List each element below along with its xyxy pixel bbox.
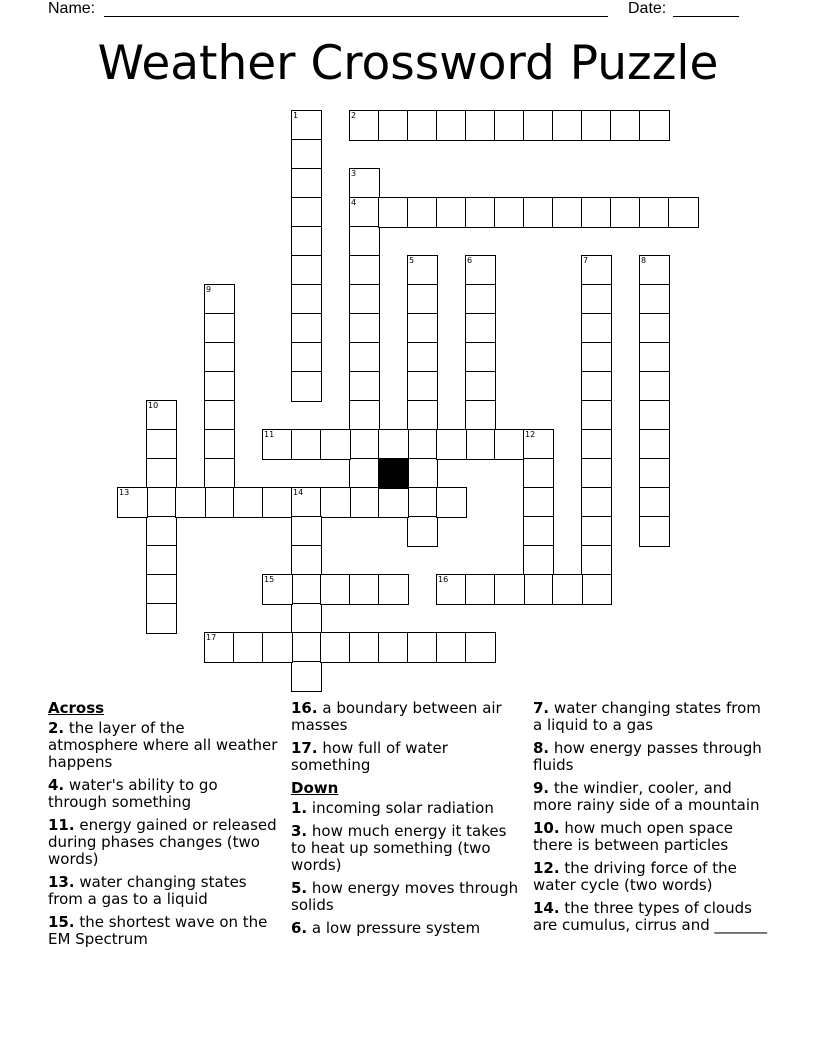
grid-cell[interactable] [146, 487, 177, 518]
grid-cell[interactable] [465, 400, 496, 431]
grid-cell[interactable] [523, 458, 554, 489]
clue-item [533, 820, 773, 854]
clue-item-number: 13. [48, 873, 75, 891]
grid-cell[interactable] [668, 197, 699, 228]
grid-cell[interactable] [291, 313, 322, 344]
grid-cell[interactable] [262, 429, 293, 460]
grid-cell[interactable] [523, 487, 554, 518]
clue-item-text: water changing states from a gas to a liquid [48, 873, 247, 908]
grid-cell[interactable] [407, 371, 438, 402]
clue-item-text: how energy passes through fluids [533, 739, 762, 774]
page-title: Weather Crossword Puzzle [97, 36, 719, 91]
grid-cell[interactable] [523, 545, 554, 576]
grid-cell[interactable] [523, 516, 554, 547]
clue-item-text: the three types of clouds are cumulus, cirrus and _______ [533, 899, 767, 934]
grid-cell[interactable] [639, 371, 670, 402]
grid-cell[interactable] [204, 284, 235, 315]
grid-cell[interactable] [291, 516, 322, 547]
clue-item-number: 3. [291, 822, 308, 840]
grid-cell[interactable] [639, 255, 670, 286]
clue-item [533, 780, 773, 814]
clue-item-text: the layer of the atmosphere where all weather happens [48, 719, 278, 771]
grid-cell[interactable] [204, 487, 235, 518]
grid-cell[interactable] [146, 603, 177, 634]
grid-cell[interactable] [639, 516, 670, 547]
clue-number: 10 [148, 401, 159, 410]
clue-number: 2 [351, 111, 357, 120]
grid-cell[interactable] [204, 458, 235, 489]
clue-column-1 [48, 700, 278, 954]
clue-item-number: 6. [291, 919, 308, 937]
grid-cell[interactable] [610, 197, 641, 228]
grid-cell[interactable] [407, 342, 438, 373]
clue-number: 6 [467, 256, 473, 265]
grid-cell[interactable] [465, 429, 496, 460]
clue-item [48, 777, 278, 811]
grid-cell[interactable] [407, 632, 438, 663]
grid-cell[interactable] [465, 342, 496, 373]
grid-cell[interactable] [639, 313, 670, 344]
clue-number: 11 [264, 430, 275, 439]
clue-item [48, 874, 278, 908]
grid-cell[interactable] [581, 545, 612, 576]
grid-cell[interactable] [407, 516, 438, 547]
grid-cell[interactable] [291, 429, 322, 460]
clue-item [291, 700, 521, 734]
clue-number: 8 [641, 256, 647, 265]
grid-cell[interactable] [262, 574, 293, 605]
grid-cell[interactable] [465, 284, 496, 315]
clue-number: 14 [293, 488, 304, 497]
clue-number: 3 [351, 169, 357, 178]
grid-cell[interactable] [233, 632, 264, 663]
grid-cell[interactable] [436, 110, 467, 141]
clue-item-number: 12. [533, 859, 560, 877]
grid-cell[interactable] [465, 110, 496, 141]
grid-cell[interactable] [581, 574, 612, 605]
clue-item-number: 11. [48, 816, 75, 834]
grid-cell[interactable] [117, 487, 148, 518]
grid-cell[interactable] [581, 197, 612, 228]
grid-cell[interactable] [407, 400, 438, 431]
grid-cell[interactable] [407, 284, 438, 315]
grid-cell[interactable] [436, 487, 467, 518]
clue-item-text: the windier, cooler, and more rainy side of a mountain [533, 779, 760, 814]
clue-item [291, 823, 521, 874]
grid-cell[interactable] [349, 487, 380, 518]
grid-cell[interactable] [291, 371, 322, 402]
clue-number: 5 [409, 256, 415, 265]
grid-cell[interactable] [552, 574, 583, 605]
grid-cell[interactable] [349, 632, 380, 663]
grid-cell[interactable] [552, 197, 583, 228]
grid-cell[interactable] [639, 458, 670, 489]
clue-item [291, 800, 521, 817]
grid-cell[interactable] [233, 487, 264, 518]
grid-cell[interactable] [639, 197, 670, 228]
grid-cell[interactable] [320, 429, 351, 460]
grid-cell[interactable] [349, 400, 380, 431]
clue-item-number: 17. [291, 739, 318, 757]
grid-cell[interactable] [262, 487, 293, 518]
grid-cell[interactable] [204, 313, 235, 344]
grid-cell[interactable] [204, 429, 235, 460]
clue-item-number: 8. [533, 739, 550, 757]
clue-item [291, 920, 521, 937]
grid-cell[interactable] [581, 284, 612, 315]
grid-cell[interactable] [610, 110, 641, 141]
clue-number: 16 [438, 575, 449, 584]
grid-cell[interactable] [581, 255, 612, 286]
grid-cell[interactable] [407, 255, 438, 286]
clue-item-text: water's ability to go through something [48, 776, 218, 811]
grid-cell[interactable] [349, 110, 380, 141]
clue-number: 7 [583, 256, 589, 265]
clue-item-number: 10. [533, 819, 560, 837]
grid-cell[interactable] [349, 458, 380, 489]
clue-column-2 [291, 700, 521, 943]
grid-cell[interactable] [175, 487, 206, 518]
clue-item-text: water changing states from a liquid to a gas [533, 699, 761, 734]
clue-item [533, 700, 773, 734]
grid-cell[interactable] [465, 371, 496, 402]
grid-cell[interactable] [581, 400, 612, 431]
grid-cell[interactable] [552, 110, 583, 141]
grid-cell[interactable] [291, 603, 322, 634]
grid-cell[interactable] [349, 574, 380, 605]
clue-item-text: the shortest wave on the EM Spectrum [48, 913, 268, 948]
clue-item-text: a low pressure system [311, 919, 481, 937]
grid-cell[interactable] [639, 342, 670, 373]
grid-cell[interactable] [581, 110, 612, 141]
grid-cell[interactable] [146, 400, 177, 431]
grid-cell[interactable] [378, 110, 409, 141]
clue-item [533, 740, 773, 774]
grid-cell[interactable] [204, 342, 235, 373]
clue-item-text: how full of water something [291, 739, 448, 774]
grid-cell[interactable] [581, 516, 612, 547]
grid-cell[interactable] [349, 429, 380, 460]
clue-item-text: how much open space there is between particles [533, 819, 733, 854]
grid-cell[interactable] [146, 458, 177, 489]
name-label: Name: [48, 0, 96, 17]
grid-cell[interactable] [291, 284, 322, 315]
clue-number: 17 [206, 633, 217, 642]
clue-item-number: 7. [533, 699, 550, 717]
clue-item-number: 1. [291, 799, 308, 817]
clue-item-text: how energy moves through solids [291, 879, 519, 914]
grid-cell[interactable] [146, 545, 177, 576]
grid-cell[interactable] [291, 226, 322, 257]
clue-item-number: 5. [291, 879, 308, 897]
grid-cell[interactable] [639, 110, 670, 141]
clue-number: 1 [293, 111, 299, 120]
grid-cell[interactable] [349, 313, 380, 344]
grid-cell[interactable] [523, 197, 554, 228]
grid-cell[interactable] [465, 574, 496, 605]
grid-cell[interactable] [349, 284, 380, 315]
grid-cell[interactable] [291, 110, 322, 141]
grid-cell[interactable] [581, 313, 612, 344]
grid-cell[interactable] [291, 342, 322, 373]
clue-item-text: energy gained or released during phases changes (two words) [48, 816, 277, 868]
grid-cell[interactable] [494, 197, 525, 228]
grid-cell[interactable] [465, 632, 496, 663]
clue-number: 15 [264, 575, 275, 584]
clue-number: 4 [351, 198, 357, 207]
grid-cell[interactable] [349, 197, 380, 228]
grid-cell[interactable] [378, 429, 409, 460]
grid-cell[interactable] [639, 487, 670, 518]
grid-cell[interactable] [407, 110, 438, 141]
grid-cell[interactable] [639, 284, 670, 315]
grid-cell[interactable] [436, 632, 467, 663]
grid-cell[interactable] [407, 313, 438, 344]
grid-cell[interactable] [436, 574, 467, 605]
clue-heading: Down [291, 779, 339, 797]
grid-cell[interactable] [320, 632, 351, 663]
grid-cell[interactable] [349, 226, 380, 257]
grid-cell[interactable] [581, 487, 612, 518]
clue-item-text: how much energy it takes to heat up something (two words) [291, 822, 507, 874]
clue-item-number: 15. [48, 913, 75, 931]
grid-cell[interactable] [436, 197, 467, 228]
grid-cell[interactable] [407, 458, 438, 489]
grid-cell[interactable] [204, 371, 235, 402]
grid-cell[interactable] [291, 197, 322, 228]
clue-item [291, 740, 521, 774]
date-label: Date: [628, 0, 667, 17]
grid-cell[interactable] [204, 400, 235, 431]
grid-cell[interactable] [407, 429, 438, 460]
grid-cell[interactable] [465, 255, 496, 286]
grid-cell[interactable] [581, 342, 612, 373]
grid-cell[interactable] [581, 458, 612, 489]
clue-item [48, 817, 278, 868]
grid-cell[interactable] [349, 255, 380, 286]
grid-cell[interactable] [494, 110, 525, 141]
clue-heading: Across [48, 699, 105, 717]
clue-item-text: a boundary between air masses [291, 699, 502, 734]
grid-cell[interactable] [523, 574, 554, 605]
clue-number: 9 [206, 285, 212, 294]
clue-item-number: 16. [291, 699, 318, 717]
grid-cell[interactable] [465, 313, 496, 344]
grid-cell[interactable] [581, 429, 612, 460]
grid-cell[interactable] [349, 371, 380, 402]
grid-cell[interactable] [291, 487, 322, 518]
grid-cell[interactable] [378, 487, 409, 518]
grid-cell[interactable] [581, 371, 612, 402]
grid-cell[interactable] [436, 429, 467, 460]
grid-cell[interactable] [523, 429, 554, 460]
clue-item [48, 914, 278, 948]
grid-cell[interactable] [291, 255, 322, 286]
grid-cell[interactable] [378, 632, 409, 663]
grid-cell[interactable] [291, 632, 322, 663]
grid-cell[interactable] [349, 342, 380, 373]
grid-cell[interactable] [639, 400, 670, 431]
clue-item-number: 9. [533, 779, 550, 797]
grid-cell[interactable] [494, 429, 525, 460]
clue-item [48, 720, 278, 771]
clue-item-text: incoming solar radiation [311, 799, 494, 817]
grid-cell[interactable] [204, 632, 235, 663]
grid-cell[interactable] [465, 197, 496, 228]
grid-cell[interactable] [320, 487, 351, 518]
clue-item-text: the driving force of the water cycle (two words) [533, 859, 737, 894]
clue-number: 12 [525, 430, 536, 439]
grid-cell[interactable] [262, 632, 293, 663]
grid-cell[interactable] [378, 197, 409, 228]
grid-cell[interactable] [407, 197, 438, 228]
clue-item [291, 880, 521, 914]
grid-cell[interactable] [407, 487, 438, 518]
black-cell [378, 458, 409, 489]
grid-cell[interactable] [349, 168, 380, 199]
clue-item [533, 860, 773, 894]
grid-cell[interactable] [320, 574, 351, 605]
grid-cell[interactable] [494, 574, 525, 605]
grid-cell[interactable] [146, 516, 177, 547]
clue-column-3 [533, 700, 773, 940]
grid-cell[interactable] [523, 110, 554, 141]
clue-item [533, 900, 773, 934]
clue-number: 13 [119, 488, 130, 497]
grid-cell[interactable] [639, 429, 670, 460]
grid-cell[interactable] [291, 545, 322, 576]
grid-cell[interactable] [378, 574, 409, 605]
grid-cell[interactable] [291, 168, 322, 199]
grid-cell[interactable] [291, 574, 322, 605]
grid-cell[interactable] [291, 139, 322, 170]
clue-item-number: 4. [48, 776, 65, 794]
grid-cell[interactable] [146, 574, 177, 605]
grid-cell[interactable] [291, 661, 322, 692]
grid-cell[interactable] [146, 429, 177, 460]
clue-item-number: 2. [48, 719, 65, 737]
clue-item-number: 14. [533, 899, 560, 917]
